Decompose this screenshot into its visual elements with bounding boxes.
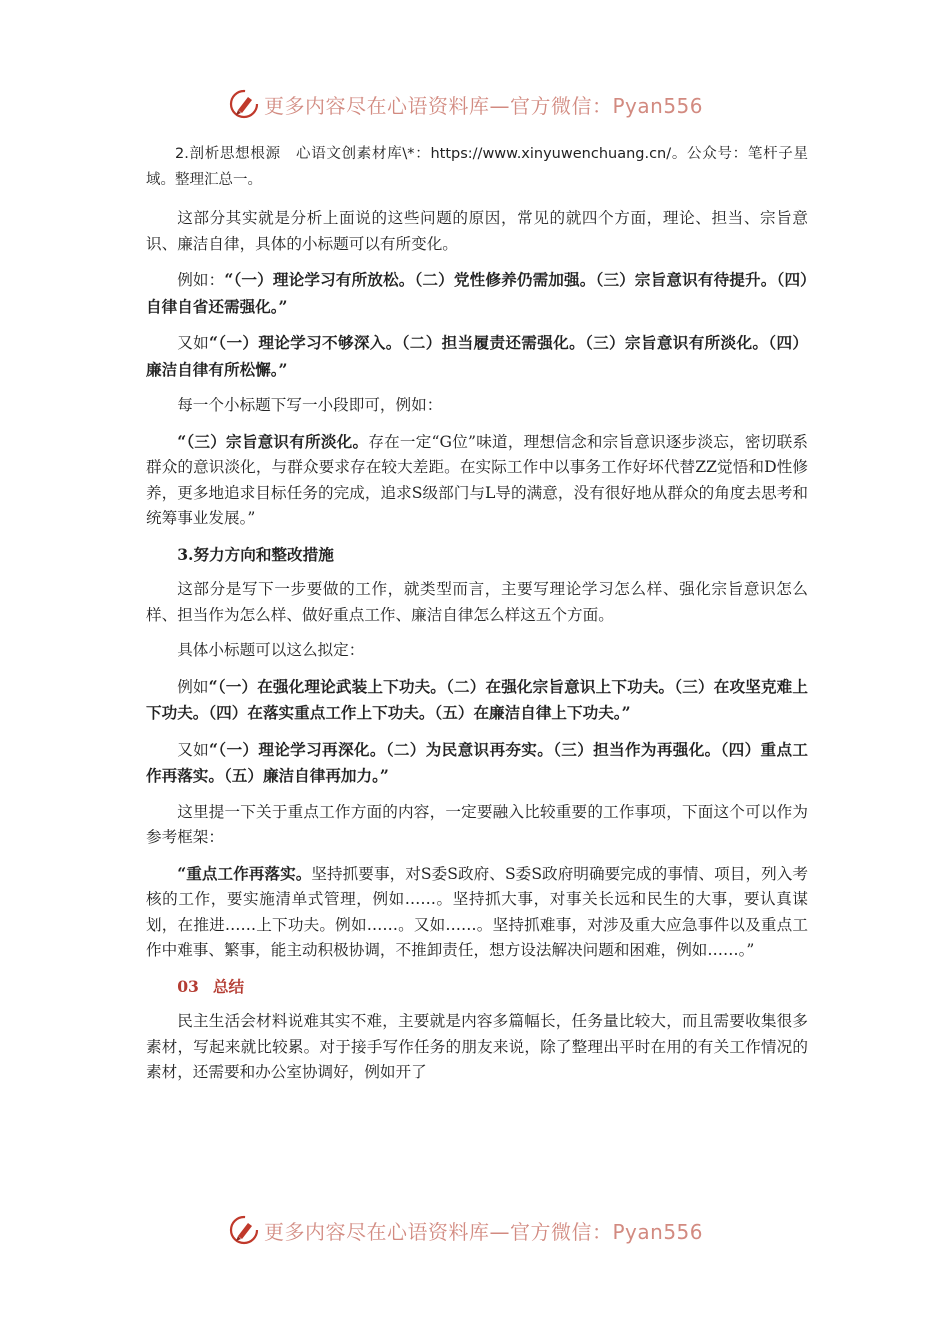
bold-text: “（一）理论学习有所放松。（二）党性修养仍需加强。（三）宗旨意识有待提升。（四）自律自省还需强化。” (146, 270, 808, 316)
heading-title: 总结 (212, 976, 245, 996)
paragraph: 具体小标题可以这么拟定： (177, 641, 365, 659)
paragraph: 每一个小标题下写一小段即可，例如： (177, 396, 443, 414)
paragraph-example-3 (146, 674, 808, 727)
heading-number: 03 (177, 976, 199, 996)
section-3-heading: 3.努力方向和整改措施 (177, 544, 334, 564)
paragraph-example-4 (146, 737, 808, 790)
watermark-banner-bottom (228, 1210, 703, 1250)
bold-text: “（一）在强化理论武装上下功夫。（二）在强化宗旨意识上下功夫。（三）在攻坚克难上下功夫。（四）在落实重点工作上下功夫。（五）在廉洁自律上下功夫。” (146, 676, 808, 722)
bold-text: “重点工作再落实。 (177, 863, 312, 883)
paragraph-example-2 (146, 330, 808, 383)
bold-text: “（一）理论学习再深化。（二）为民意识再夯实。（三）担当作为再强化。（四）重点工作再落实。（五）廉洁自律再加力。” (146, 739, 808, 785)
body-text: 存在一定“G位”味道，理想信念和宗旨意识逐步淡忘，密切联系群众的意识淡化，与群众要求存在较大差距。在实际工作中以事务工作好坏代替ZZ觉悟和D性修养，更多地追求目标任务的完成，追求S级部门与L导的满意，没有很好地从群众的角度去思考和统筹事业发展。” (146, 432, 809, 527)
section-2-title-line: 2.剖析思想根源 心语文创素材库\*：https://www.xinyuwenchuang.cn/。公众号：笔杆子星域。整理汇总一。 (146, 146, 808, 188)
banner-text: 更多内容尽在心语资料库—官方微信：Pyan556 (264, 93, 704, 118)
watermark-banner-top (228, 84, 703, 124)
pen-nib-logo-icon (228, 88, 260, 120)
bold-text: “（三）宗旨意识有所淡化。 (177, 431, 369, 451)
banner-text: 更多内容尽在心语资料库—官方微信：Pyan556 (264, 1219, 704, 1244)
paragraph: 这部分其实就是分析上面说的这些问题的原因，常见的就四个方面，理论、担当、宗旨意识、廉洁自律，具体的小标题可以有所变化。 (146, 209, 808, 253)
lead-text: 又如 (177, 334, 210, 352)
body-text: 坚持抓要事，对S委S政府、S委S政府明确要完成的事情、项目，列入考核的工作，要实施清单式管理，例如……。坚持抓大事，对事关长远和民生的大事，要认真谋划，在推进……上下功夫。例如……。又如……。坚持抓难事，对涉及重大应急事件以及重点工作中难事、繁事，能主动积极协调，不推卸责任，想方设法解决问题和困难，例如……。” (146, 864, 808, 959)
paragraph: 民主生活会材料说难其实不难，主要就是内容多篇幅长，任务量比较大，而且需要收集很多素材，写起来就比较累。对于接手写作任务的朋友来说，除了整理出平时在用的有关工作情况的素材，还需要和办公室协调好，例如开了 (146, 1012, 808, 1081)
lead-text: 又如 (177, 740, 210, 759)
pen-nib-logo-icon (228, 1214, 260, 1246)
paragraph: 这里提一下关于重点工作方面的内容，一定要融入比较重要的工作事项，下面这个可以作为参考框架： (146, 802, 808, 846)
bold-text: “（一）理论学习不够深入。（二）担当履责还需强化。（三）宗旨意识有所淡化。（四）廉洁自律有所松懈。” (146, 333, 808, 379)
paragraph-sample (146, 429, 808, 532)
section-03-heading (146, 974, 808, 1000)
paragraph-example-1 (146, 267, 808, 320)
lead-text: 例如 (177, 677, 209, 696)
document-body (146, 142, 808, 1086)
paragraph: 这部分是写下一步要做的工作，就类型而言，主要写理论学习怎么样、强化宗旨意识怎么样、担当作为怎么样、做好重点工作、廉洁自律怎么样这五个方面。 (146, 580, 808, 624)
lead-text: 例如： (177, 271, 225, 289)
paragraph-sample (146, 861, 808, 964)
